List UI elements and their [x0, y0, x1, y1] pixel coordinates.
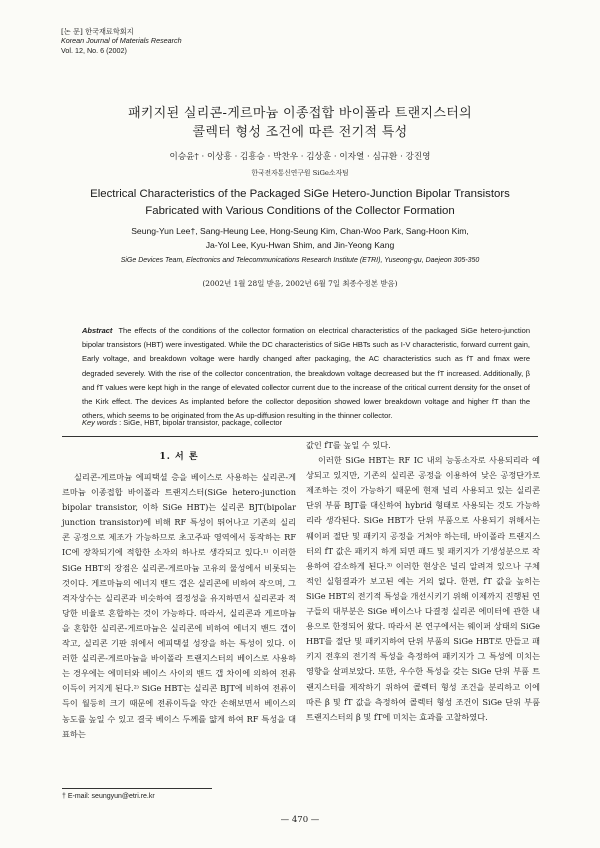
- abstract-label: Abstract: [82, 326, 113, 335]
- keywords: [82, 418, 530, 427]
- received-dates: (2002년 1월 28일 받음, 2002년 6월 7일 최종수정본 받음): [202, 279, 398, 288]
- body-left-column: [62, 470, 296, 742]
- abstract-text: The effects of the conditions of the collector formation on electrical characteristics of the packaged SiGe hetero-junction bipolar transistors (HBT) were investigated. While the DC characteristics of SiGe HBTs such as I-V characteristic, forward current gain, Early voltage, and breakdown voltage were hardly changed after packaging, the AC characteristics such as fT and fmax were degraded severely. With the rise of the collector concentration, the breakdown voltage decreased but the fT increased. Additionally, β and fT values were kept high in the range of elevated collector current due to the increase of the critical current density for the onset of the Kirk effect. The devices As implanted before the collector deposition showed lower breakdown voltage and higher fT than the others, which seems to be originated from the As up-diffusion resulting in the thinner collector.: [82, 326, 530, 421]
- abstract: [82, 324, 530, 423]
- journal-volume: Vol. 12, No. 6 (2002): [61, 45, 127, 55]
- body-paragraph: 실리콘-게르마늄 에피택셜 층을 베이스로 사용하는 실리콘-게르마늄 이종접합 바이폴라 트랜지스터(SiGe hetero-junction bipolar transistor, 이하 SiGe HBT)는 실리콘 BJT(bipolar junction transistor)에 비해 RF 특성이 뛰어나고 기존의 실리콘 공정으로 제조가 가능하므로 초고주파 영역에서 동작하는 RF IC에 장착되기에 적합한 소자의 하나로 생각되고 있다.¹⁾ 이러한 SiGe HBT의 장점은 실리콘-게르마늄 고유의 물성에서 비롯되는 것이다. 게르마늄의 에너지 밴드 갭은 실리콘에 비하여 작으며, 그 격자상수는 실리콘과 비슷하여 결정성을 유지하면서 실리콘과 적당한 비율로 혼합하는 것이 가능하다. 따라서, 실리콘과 게르마늄을 혼합한 실리콘-게르마늄은 실리콘에 비하여 에너지 밴드 갭이 작고, 실리콘 기판 위에서 에피택셜 성장을 하는 특성이 있다. 이러한 실리콘-게르마늄을 바이폴라 트랜지스터의 베이스로 사용하는 경우에는 에미터와 베이스 사이의 밴드 갭 차이에 의하여 전류이득이 커지게 된다.²⁾ SiGe HBT는 실리콘 BJT에 비하여 전류이득이 월등히 크기 때문에 전류이득을 약간 손해보면서 베이스의 농도를 높일 수 있고 결국 베이스 두께를 얇게 하여 RF 특성을 대표하는: [62, 472, 296, 739]
- keywords-label: Key words: [82, 418, 118, 427]
- section-heading-introduction: 1. 서 론: [159, 452, 199, 462]
- korean-affiliation: 한국전자통신연구원 SiGe소자팀: [251, 169, 349, 177]
- journal-korean-name: [논 문] 한국재료학회지: [61, 27, 134, 36]
- body-right-column: [306, 438, 540, 725]
- journal-english-name: Korean Journal of Materials Research: [61, 36, 182, 46]
- header-divider: [62, 436, 538, 437]
- korean-title: [80, 104, 520, 142]
- korean-title-line1: 패키지된 실리콘-게르마늄 이종접합 바이폴라 트랜지스터의: [128, 106, 472, 121]
- page-number: — 470 —: [280, 815, 320, 825]
- english-authors-line1: Seung-Yun Lee†, Sang-Heung Lee, Hong-Seung Kim, Chan-Woo Park, Sang-Hoon Kim,: [131, 226, 469, 236]
- footnote-email: † E-mail: seungyun@etri.re.kr: [62, 793, 155, 800]
- english-authors-line2: Ja-Yol Lee, Kyu-Hwan Shim, and Jin-Yeong Kang: [205, 240, 395, 251]
- journal-header: [61, 27, 182, 55]
- footnote-divider: [62, 788, 212, 789]
- english-authors: [60, 224, 540, 253]
- korean-title-line2: 콜렉터 형성 조건에 따른 전기적 특성: [192, 125, 408, 140]
- english-title-line2: Fabricated with Various Conditions of the Collector Formation: [145, 205, 455, 217]
- keywords-text: : SiGe, HBT, bipolar transistor, package, collector: [119, 418, 283, 427]
- body-paragraph-continued: 값인 fT를 높일 수 있다.: [306, 440, 391, 450]
- korean-authors: 이승윤† · 이상흥 · 김흥승 · 박찬우 · 김상훈 · 이자열 · 심규환 · 강진영: [169, 152, 431, 162]
- body-paragraph: 이러한 SiGe HBT는 RF IC 내의 능동소자로 사용되리라 예상되고 있지만, 기존의 실리콘 공정을 이용하여 낮은 공정단가로 제조하는 것이 가능하기 때문에 현재 널리 사용되고 있는 실리콘 단위 부품 BJT를 대신하여 hybrid 형태로 사용되는 것도 가능하리라 생각된다. SiGe HBT가 단위 부품으로 사용되기 위해서는 웨이퍼 절단 및 패키지 공정을 거쳐야 하는데, 바이폴라 트랜지스터의 fT 값은 패키지 하게 되면 패드 및 패키지가 기생성분으로 작용하여 감소하게 된다.³⁾ 이러한 현상은 널리 알려져 있으나 구체적인 실험결과가 보고된 예는 거의 없다. 한편, fT 값을 높히는 SiGe HBT의 전기적 특성을 개선시키기 위해 이제까지 진행된 연구들의 대부분은 SiGe 베이스나 다결정 실리콘 에미터에 관한 내용으로 한정되어 왔다. 따라서 본 연구에서는 웨이퍼 상태의 SiGe HBT를 절단 및 패키지하여 단위 부품의 SiGe HBT로 만들고 패키지 전후의 전기적 특성을 측정하여 패키지가 그 특성에 미치는 영향을 살펴보았다. 또한, 우수한 특성을 갖는 SiGe 단위 부품 트랜지스터를 제작하기 위하여 콜렉터 형성 조건을 분리하고 이에 따른 β 및 fT 값을 측정하여 콜렉터 형성 조건이 SiGe 단위 부품 트랜지스터의 β 및 fT에 미치는 효과를 고찰하였다.: [306, 455, 540, 722]
- english-title: [40, 186, 560, 220]
- english-title-line1: Electrical Characteristics of the Packaged SiGe Hetero-Junction Bipolar Transistors: [90, 188, 510, 200]
- english-affiliation: SiGe Devices Team, Electronics and Telecommunications Research Institute (ETRI), Yuseong-gu, Daejeon 305-350: [120, 257, 480, 264]
